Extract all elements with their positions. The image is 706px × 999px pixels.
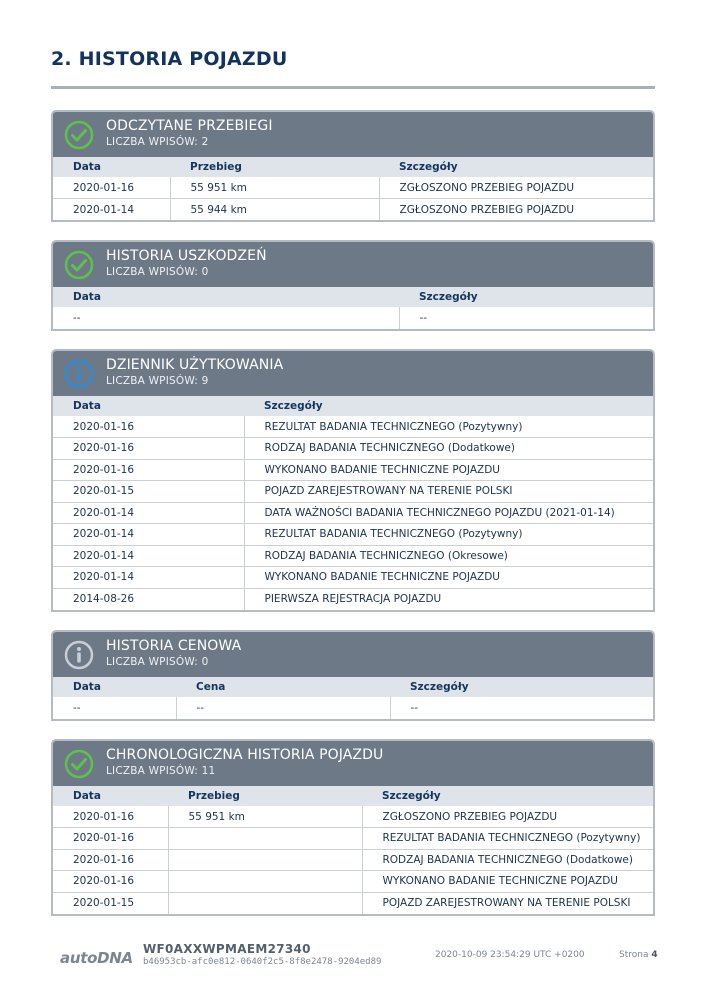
table-row — [53, 459, 653, 481]
table-row — [53, 481, 653, 503]
table-row — [53, 545, 653, 567]
column-header: Data — [73, 400, 101, 412]
table-row — [53, 567, 653, 589]
cell-date: 2020-01-16 — [53, 828, 168, 850]
cell-date: 2014-08-26 — [53, 588, 244, 610]
column-header: Data — [73, 291, 101, 303]
autodna-logo: autoDNA — [60, 949, 133, 967]
check-circle-icon — [64, 120, 94, 150]
section-title: HISTORIA USZKODZEŃ — [106, 248, 267, 264]
table-row — [53, 502, 653, 524]
section-title: ODCZYTANE PRZEBIEGI — [106, 118, 273, 134]
cell-date: 2020-01-14 — [53, 545, 244, 567]
cell-details: WYKONANO BADANIE TECHNICZNE POJAZDU — [244, 459, 653, 481]
cell-details: POJAZD ZAREJESTROWANY NA TERENIE POLSKI — [362, 892, 653, 914]
cell-date: 2020-01-14 — [53, 567, 244, 589]
column-header: Data — [73, 161, 101, 173]
section-title: HISTORIA CENOWA — [106, 638, 242, 654]
table-row — [53, 849, 653, 871]
cell-details: ZGŁOSZONO PRZEBIEG POJAZDU — [379, 177, 653, 199]
cell-date: 2020-01-16 — [73, 181, 135, 194]
vin-number: WF0AXXWPMAEM27340 — [143, 942, 311, 956]
column-header: Cena — [196, 681, 226, 693]
entry-count: LICZBA WPISÓW: 11 — [106, 765, 216, 777]
cell-details: WYKONANO BADANIE TECHNICZNE POJAZDU — [362, 871, 653, 893]
table-row — [53, 307, 653, 329]
entry-count: LICZBA WPISÓW: 0 — [106, 656, 209, 668]
section-header — [53, 351, 653, 396]
column-header: Szczegóły — [382, 790, 441, 802]
cell-details: RODZAJ BADANIA TECHNICZNEGO (Okresowe) — [244, 545, 653, 567]
cell-details: RODZAJ BADANIA TECHNICZNEGO (Dodatkowe) — [362, 849, 653, 871]
section-header — [53, 242, 653, 287]
section-header — [53, 632, 653, 677]
cell-price: -- — [176, 697, 390, 719]
entry-count: LICZBA WPISÓW: 9 — [106, 375, 209, 387]
column-header: Data — [73, 681, 101, 693]
section-historia-uszkodzen — [51, 240, 655, 331]
mileage-table — [53, 157, 653, 220]
page-indicator — [619, 950, 658, 960]
cell-mileage — [168, 871, 362, 893]
section-title: DZIENNIK UŻYTKOWANIA — [106, 357, 284, 373]
page-number: 4 — [651, 950, 658, 960]
section-title: CHRONOLOGICZNA HISTORIA POJAZDU — [106, 747, 384, 763]
entry-count: LICZBA WPISÓW: 0 — [106, 266, 209, 278]
cell-date: 2020-01-14 — [53, 524, 244, 546]
table-row — [53, 524, 653, 546]
cell-mileage: 55 951 km — [168, 806, 362, 828]
cell-details: PIERWSZA REJESTRACJA POJAZDU — [244, 588, 653, 610]
info-circle-icon — [64, 359, 94, 389]
price-history-table — [53, 677, 653, 719]
table-row — [53, 588, 653, 610]
section-historia-cenowa — [51, 630, 655, 721]
column-header: Szczegóły — [399, 161, 458, 173]
cell-details: -- — [390, 697, 653, 719]
cell-date: 2020-01-14 — [53, 502, 244, 524]
check-circle-icon — [64, 749, 94, 779]
cell-date: 2020-01-15 — [53, 481, 244, 503]
cell-details: POJAZD ZAREJESTROWANY NA TERENIE POLSKI — [244, 481, 653, 503]
info-circle-gray-icon — [64, 640, 94, 670]
column-header: Szczegóły — [264, 400, 323, 412]
table-row — [53, 199, 653, 221]
cell-details: -- — [399, 307, 653, 329]
check-circle-icon — [64, 250, 94, 280]
cell-mileage — [168, 892, 362, 914]
damage-table — [53, 287, 653, 329]
table-row — [53, 177, 653, 199]
page-label: Strona — [619, 950, 649, 960]
section-chronologiczna-historia — [51, 739, 655, 916]
cell-mileage — [168, 828, 362, 850]
cell-details: ZGŁOSZONO PRZEBIEG POJAZDU — [379, 199, 653, 221]
cell-date: 2020-01-16 — [53, 849, 168, 871]
table-row — [53, 438, 653, 460]
cell-details: RODZAJ BADANIA TECHNICZNEGO (Dodatkowe) — [244, 438, 653, 460]
table-row — [53, 828, 653, 850]
cell-mileage: 55 951 km — [170, 177, 379, 199]
chronological-history-table — [53, 786, 653, 914]
table-row — [53, 871, 653, 893]
table-row — [53, 806, 653, 828]
table-row — [53, 416, 653, 438]
section-dziennik-uzytkowania — [51, 349, 655, 612]
cell-date: 2020-01-16 — [73, 810, 135, 823]
cell-date: 2020-01-14 — [53, 199, 170, 221]
cell-details: REZULTAT BADANIA TECHNICZNEGO (Pozytywny) — [362, 828, 653, 850]
section-odczytane-przebiegi — [51, 110, 655, 222]
section-header — [53, 112, 653, 157]
cell-date: -- — [73, 311, 81, 324]
table-row — [53, 892, 653, 914]
column-header: Data — [73, 790, 101, 802]
cell-details: REZULTAT BADANIA TECHNICZNEGO (Pozytywny) — [244, 416, 653, 438]
page-title: 2. HISTORIA POJAZDU — [51, 48, 288, 70]
report-hash: b46953cb-afc0e812-0640f2c5-8f8e2478-9204ed89 — [143, 957, 382, 967]
cell-date: 2020-01-16 — [73, 420, 135, 433]
cell-details: WYKONANO BADANIE TECHNICZNE POJAZDU — [244, 567, 653, 589]
column-header: Szczegóły — [419, 291, 478, 303]
cell-mileage — [168, 849, 362, 871]
cell-date: 2020-01-16 — [53, 459, 244, 481]
table-row — [53, 697, 653, 719]
cell-date: 2020-01-16 — [53, 438, 244, 460]
column-header: Przebieg — [190, 161, 242, 173]
report-datetime: 2020-10-09 23:54:29 UTC +0200 — [435, 950, 585, 960]
entry-count: LICZBA WPISÓW: 2 — [106, 136, 209, 148]
cell-details: ZGŁOSZONO PRZEBIEG POJAZDU — [362, 806, 653, 828]
cell-date: -- — [73, 701, 81, 714]
column-header: Szczegóły — [410, 681, 469, 693]
cell-date: 2020-01-15 — [53, 892, 168, 914]
column-header: Przebieg — [188, 790, 240, 802]
cell-details: DATA WAŻNOŚCI BADANIA TECHNICZNEGO POJAZDU (2021-01-14) — [244, 502, 653, 524]
cell-details: REZULTAT BADANIA TECHNICZNEGO (Pozytywny) — [244, 524, 653, 546]
usage-log-table — [53, 396, 653, 610]
cell-date: 2020-01-16 — [53, 871, 168, 893]
cell-mileage: 55 944 km — [170, 199, 379, 221]
title-divider — [51, 86, 655, 89]
section-header — [53, 741, 653, 786]
